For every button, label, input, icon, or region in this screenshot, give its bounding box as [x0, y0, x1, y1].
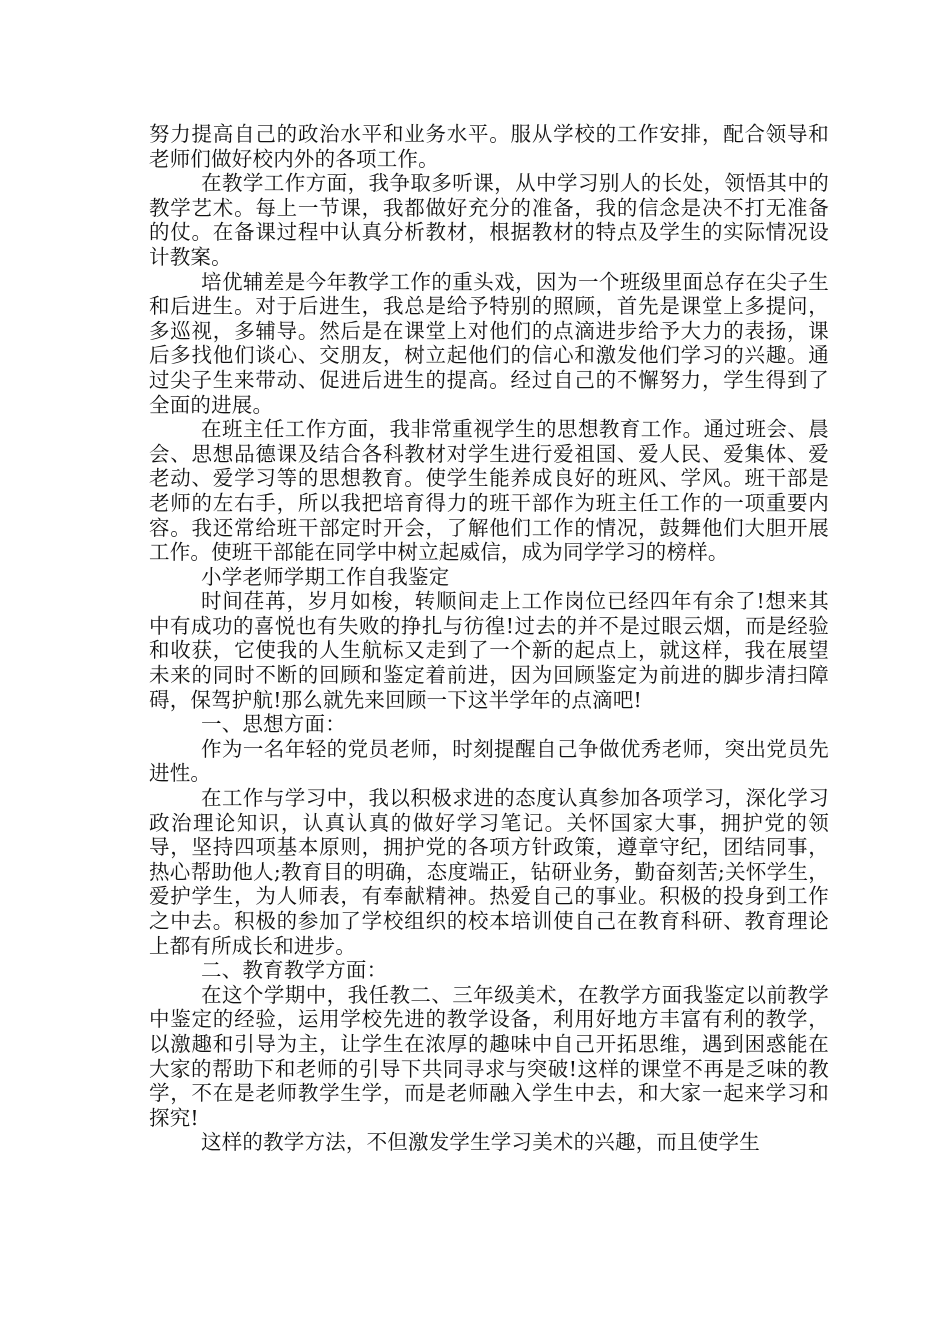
section-heading: 二、教育教学方面： [201, 958, 388, 983]
paragraph: 这样的教学方法，不但激发学生学习美术的兴趣，而且使学生 [201, 1130, 760, 1155]
section-heading: 小学老师学期工作自我鉴定 [201, 564, 450, 589]
paragraph: 时间荏苒，岁月如梭，转顺间走上工作岗位已经四年有余了!想来其中有成功的喜悦也有失败的挣扎与彷徨!过去的并不是过眼云烟，而是经验和收获，它使我的人生航标又走到了一个新的起点上，就这样，我在展望未来的同时不断的回顾和鉴定着前进，因为回顾鉴定为前进的脚步清扫障碍，保驾护航!那么就先来回顾一下这半学年的点滴吧! [149, 589, 829, 712]
paragraph: 培优辅差是今年教学工作的重头戏，因为一个班级里面总存在尖子生和后进生。对于后进生，我总是给予特别的照顾，首先是课堂上多提问，多巡视，多辅导。然后是在课堂上对他们的点滴进步给予大力的表扬，课后多找他们谈心、交朋友，树立起他们的信心和激发他们学习的兴趣。通过尖子生来带动、促进后进生的提高。经过自己的不懈努力，学生得到了全面的进展。 [149, 269, 829, 417]
section-heading: 一、思想方面： [201, 712, 346, 737]
document-body [149, 122, 829, 1155]
paragraph: 在班主任工作方面，我非常重视学生的思想教育工作。通过班会、晨会、思想品德课及结合各科教材对学生进行爱祖国、爱人民、爱集体、爱老动、爱学习等的思想教育。使学生能养成良好的班风、学风。班干部是老师的左右手，所以我把培育得力的班干部作为班主任工作的一项重要内容。我还常给班干部定时开会，了解他们工作的情况，鼓舞他们大胆开展工作。使班干部能在同学中树立起威信，成为同学学习的榜样。 [149, 417, 829, 565]
paragraph: 在教学工作方面，我争取多听课，从中学习别人的长处，领悟其中的教学艺术。每上一节课，我都做好充分的准备，我的信念是决不打无准备的仗。在备课过程中认真分析教材，根据教材的特点及学生的实际情况设计教案。 [149, 171, 829, 269]
paragraph: 作为一名年轻的党员老师，时刻提醒自己争做优秀老师，突出党员先进性。 [149, 736, 829, 786]
paragraph: 努力提高自己的政治水平和业务水平。服从学校的工作安排，配合领导和老师们做好校内外的各项工作。 [149, 122, 829, 171]
paragraph: 在工作与学习中，我以积极求进的态度认真参加各项学习，深化学习政治理论知识，认真认真的做好学习笔记。关怀国家大事，拥护党的领导，坚持四项基本原则，拥护党的各项方针政策，遵章守纪，团结同事，热心帮助他人;教育目的明确，态度端正，钻研业务，勤奋刻苦;关怀学生，爱护学生，为人师表，有奉献精神。热爱自己的事业。积极的投身到工作之中去。积极的参加了学校组织的校本培训使自己在教育科研、教育理论上都有所成长和进步。 [149, 786, 829, 958]
paragraph: 在这个学期中，我任教二、三年级美术，在教学方面我鉴定以前教学中鉴定的经验，运用学校先进的教学设备，利用好地方丰富有利的教学，以激趣和引导为主，让学生在浓厚的趣味中自己开拓思维，遇到困惑能在大家的帮助下和老师的引导下共同寻求与突破!这样的课堂不再是乏味的教学，不在是老师教学生学，而是老师融入学生中去，和大家一起来学习和探究! [149, 982, 829, 1130]
